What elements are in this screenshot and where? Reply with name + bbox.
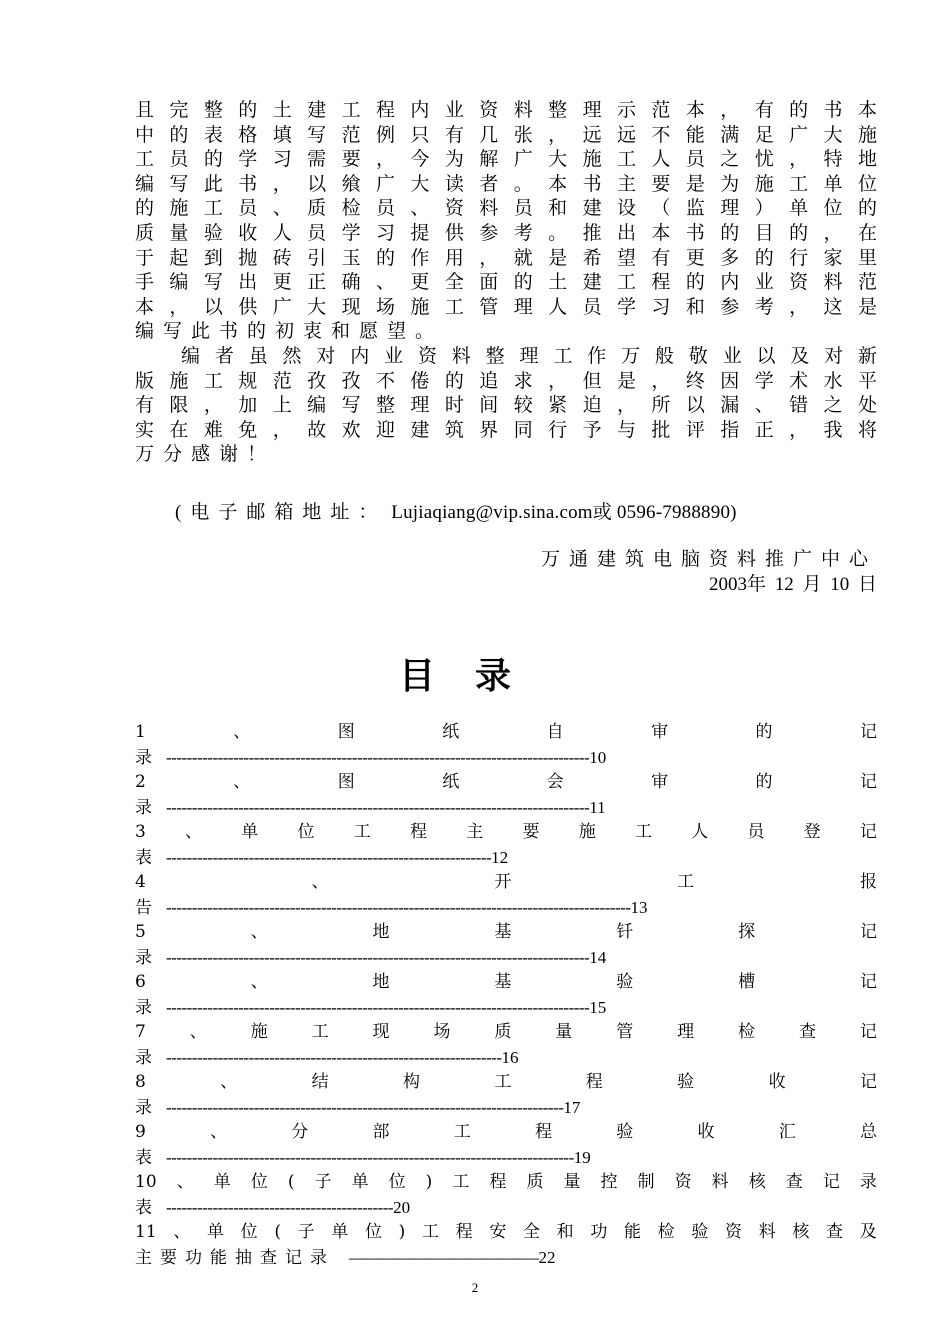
email-address: Lujiaqiang@vip.sina.com (386, 502, 593, 523)
toc-entry-char: 制 (637, 1172, 655, 1192)
toc-entry-continuation: 录 (135, 798, 152, 818)
page-number: 2 (471, 1280, 479, 1295)
toc-entry-char: 开 (494, 872, 512, 892)
toc-entry-char: 位 (250, 1172, 268, 1192)
toc-entry-char: 资 (674, 1172, 692, 1192)
body-line: 版施工规范孜孜不倦的追求，但是，终因学术水平 (135, 369, 877, 392)
table-of-contents (135, 720, 877, 1270)
toc-entry-title-line (135, 1070, 877, 1095)
toc-entry-char: 槽 (738, 972, 756, 992)
toc-entry-number: 4 (135, 872, 146, 892)
toc-entry-char: 记 (860, 722, 877, 742)
toc-entry-char: 料 (758, 1222, 776, 1242)
toc-entry-title-line (135, 1170, 877, 1195)
toc-entry-char: 结 (311, 1072, 329, 1092)
toc-entry-char: 、 (189, 1022, 207, 1042)
toc-entry-char: 单 (241, 822, 259, 842)
phone-number: 0596-7988890) (611, 502, 737, 523)
toc-dot-leader: ---------------------------------------------------------------------------------- (166, 798, 590, 817)
toc-entry-number: 11 (135, 1222, 157, 1242)
toc-entry-char: 收 (768, 1072, 786, 1092)
toc-entry-leader-line (135, 995, 877, 1020)
toc-entry-char: 验 (616, 1122, 634, 1142)
toc-entry-char: 工 (452, 1172, 470, 1192)
toc-entry-title-line (135, 1220, 877, 1245)
toc-entry-number: 10 (135, 1172, 157, 1192)
toc-page-number: 12 (491, 848, 509, 867)
toc-entry-leader-line (135, 1145, 877, 1170)
toc-entry[interactable] (135, 820, 877, 870)
toc-entry-number: 3 (135, 822, 146, 842)
toc-entry-char: 施 (250, 1022, 268, 1042)
toc-entry-leader-line (135, 745, 877, 770)
toc-entry-char: 检 (657, 1222, 675, 1242)
toc-entry-char: 子 (314, 1172, 332, 1192)
toc-entry-char: 记 (859, 822, 877, 842)
toc-entry-char: 查 (785, 1172, 803, 1192)
body-line: 的施工员、质检员、资料员和建设（监理）单位的 (135, 197, 877, 220)
toc-entry-char: 图 (337, 772, 355, 792)
toc-entry-continuation: 表 (135, 1198, 152, 1218)
toc-entry-continuation: 告 (135, 898, 152, 918)
toc-entry-char: 核 (748, 1172, 766, 1192)
toc-entry-char: 位 (297, 822, 315, 842)
toc-dot-leader: ---------------------------------------------------------------------------------- (166, 948, 590, 967)
toc-entry-char: 基 (494, 972, 512, 992)
toc-entry-char: 量 (563, 1172, 581, 1192)
toc-entry-char: 报 (859, 872, 877, 892)
toc-entry-char: 资 (725, 1222, 743, 1242)
toc-entry-char: 全 (522, 1222, 540, 1242)
toc-page-number: 15 (589, 998, 607, 1017)
toc-entry-title-line (135, 820, 877, 845)
toc-entry-char: 探 (738, 922, 756, 942)
toc-entry-char: 工 (677, 872, 695, 892)
or-text: 或 (592, 502, 612, 523)
toc-entry[interactable] (135, 1020, 877, 1070)
toc-entry-char: 记 (860, 772, 877, 792)
toc-entry-number: 5 (135, 922, 146, 942)
toc-entry-continuation: 表 (135, 1148, 152, 1168)
body-line: 工员的学习需要，今为解广大施工人员之忧，特地 (135, 148, 877, 171)
toc-entry-char: 审 (651, 722, 669, 742)
toc-entry[interactable] (135, 1220, 877, 1270)
toc-title: 目录 (398, 656, 551, 697)
organization-name: 万通建筑电脑资料推广中心 (540, 548, 877, 570)
toc-dot-leader: ------------------------------------------------------------------------------------------ (166, 898, 631, 917)
toc-entry-title-line (135, 970, 877, 995)
toc-entry-char: 地 (372, 972, 390, 992)
toc-entry-number: 1 (135, 722, 146, 742)
toc-entry-char: 位 (240, 1222, 258, 1242)
body-line: 且完整的土建工程内业资料整理示范本，有的书本 (135, 99, 877, 121)
toc-entry-char: 、 (233, 772, 251, 792)
toc-entry-char: 验 (691, 1222, 709, 1242)
toc-entry-char: 和 (556, 1222, 574, 1242)
toc-entry-leader-line (135, 845, 877, 870)
toc-entry[interactable] (135, 1070, 877, 1120)
toc-entry-char: 记 (859, 922, 877, 942)
toc-entry-char: 工 (634, 822, 652, 842)
toc-entry-char: 记 (859, 1072, 877, 1092)
email-label: (电子邮箱地址： (175, 502, 387, 523)
toc-entry-char: 基 (494, 922, 512, 942)
toc-entry-number: 6 (135, 972, 146, 992)
toc-entry-char: 查 (798, 1022, 816, 1042)
toc-entry-continuation: 录 (135, 998, 152, 1018)
toc-entry-char: 及 (859, 1222, 877, 1242)
toc-entry-char: 的 (755, 722, 773, 742)
toc-entry-continuation: 录 (135, 1048, 152, 1068)
toc-page-number: 20 (393, 1198, 411, 1217)
body-line: 编者虽然对内业资料整理工作万般敬业以及对新 (181, 344, 877, 367)
toc-entry-char: 、 (250, 922, 268, 942)
toc-entry-char: 程 (410, 822, 427, 842)
toc-page-number: 17 (563, 1098, 581, 1117)
toc-entry-char: 工 (353, 822, 371, 842)
signature-block (541, 546, 877, 598)
toc-entry-char: 场 (433, 1022, 451, 1042)
toc-entry-leader-line (135, 1245, 877, 1270)
toc-entry-char: 会 (546, 772, 564, 792)
toc-entry[interactable] (135, 870, 877, 920)
toc-entry-char: 部 (372, 1122, 390, 1142)
toc-entry[interactable] (135, 970, 877, 1020)
toc-entry-char: 录 (859, 1172, 877, 1192)
toc-entry-char: 、 (176, 1172, 194, 1192)
toc-entry-leader-line (135, 1095, 877, 1120)
toc-entry-char: 施 (578, 822, 596, 842)
toc-entry-char: 功 (590, 1222, 608, 1242)
body-line: 手编写出更正确、更全面的土建工程的内业资料范 (135, 271, 877, 294)
toc-dot-leader: ---------------------------------------------------------------------------------- (166, 748, 590, 767)
toc-entry-number: 7 (135, 1022, 146, 1042)
toc-entry-char: ) (425, 1172, 433, 1192)
toc-page-number: 22 (538, 1248, 556, 1267)
toc-entry-char: 工 (311, 1022, 329, 1042)
toc-entry-char: 记 (859, 1022, 877, 1042)
body-line: 质量验收人员学习提供参考。推出本书的目的，在 (135, 221, 877, 244)
toc-entry-char: 单 (351, 1172, 369, 1192)
toc-entry-char: 子 (297, 1222, 315, 1242)
toc-entry-char: 位 (364, 1222, 382, 1242)
toc-entry-title-line (135, 870, 877, 895)
toc-entry-number: 9 (135, 1122, 146, 1142)
toc-dot-leader: ———————————– (349, 1248, 539, 1267)
toc-entry-char: 、 (185, 822, 203, 842)
toc-entry-char: 纸 (442, 772, 460, 792)
toc-entry-char: 人 (691, 822, 709, 842)
toc-dot-leader: -------------------------------------------- (166, 1198, 394, 1217)
toc-entry-char: 程 (535, 1122, 552, 1142)
toc-entry-char: 地 (372, 922, 390, 942)
toc-page-number: 11 (589, 798, 606, 817)
toc-entry-continuation: 录 (135, 1098, 152, 1118)
toc-entry-char: 钎 (616, 922, 634, 942)
toc-entry-char: 质 (494, 1022, 512, 1042)
toc-entry-char: 登 (803, 822, 821, 842)
toc-entry-char: 纸 (442, 722, 460, 742)
toc-page-number: 13 (630, 898, 648, 917)
toc-page-number: 14 (589, 948, 607, 967)
signature-date: 2003年 12 月 10 日 (708, 574, 877, 595)
toc-entry-char: 记 (859, 972, 877, 992)
toc-entry-number: 2 (135, 772, 146, 792)
toc-entry-char: ( (287, 1172, 295, 1192)
toc-dot-leader: ------------------------------------------------------------------------------- (166, 1148, 574, 1167)
toc-entry[interactable] (135, 920, 877, 970)
toc-dot-leader: ---------------------------------------------------------------------------------- (166, 998, 590, 1017)
toc-entry-char: 要 (522, 822, 540, 842)
toc-entry[interactable] (135, 770, 877, 820)
toc-entry-char: 员 (747, 822, 765, 842)
contact-line (175, 497, 737, 524)
body-line: 编写此书，以飨广大读者。本书主要是为施工单位 (135, 172, 877, 195)
toc-entry-title-line (135, 920, 877, 945)
toc-entry-continuation: 表 (135, 848, 152, 868)
toc-entry-char: 分 (291, 1122, 309, 1142)
toc-entry-char: 控 (600, 1172, 618, 1192)
toc-entry-char: 理 (677, 1022, 695, 1042)
toc-entry-char: 程 (585, 1072, 603, 1092)
toc-entry-char: ( (274, 1222, 281, 1242)
toc-page-number: 16 (501, 1048, 519, 1067)
toc-entry-leader-line (135, 795, 877, 820)
toc-entry-leader-line (135, 945, 877, 970)
toc-entry-char: 、 (220, 1072, 238, 1092)
toc-entry-char: 工 (421, 1222, 439, 1242)
toc-entry-char: 量 (555, 1022, 573, 1042)
toc-entry-char: 工 (453, 1122, 471, 1142)
toc-entry-char: 核 (792, 1222, 810, 1242)
toc-entry-char: 自 (546, 722, 564, 742)
toc-entry-char: 汇 (778, 1122, 796, 1142)
toc-entry[interactable] (135, 1120, 877, 1170)
body-line: 于起到抛砖引玉的作用，就是希望有更多的行家里 (135, 246, 877, 269)
toc-entry-char: 能 (624, 1222, 641, 1242)
toc-entry-char: 查 (826, 1222, 844, 1242)
body-line: 实在难免，故欢迎建筑界同行予与批评指正，我将 (135, 418, 877, 441)
toc-entry-title-line (135, 1120, 877, 1145)
toc-dot-leader: ----------------------------------------------------------------- (166, 1048, 502, 1067)
toc-dot-leader: ----------------------------------------------------------------------------- (166, 1098, 564, 1117)
toc-entry-char: 检 (738, 1022, 756, 1042)
toc-entry-char: 审 (651, 772, 669, 792)
toc-entry-char: 程 (489, 1172, 507, 1192)
toc-entry-char: 、 (250, 972, 268, 992)
toc-entry-title-line (135, 720, 877, 745)
toc-entry-char: 、 (311, 872, 329, 892)
body-line: 中的表格填写范例只有几张，远远不能满足广大施 (135, 123, 877, 146)
preface-body (135, 98, 877, 467)
toc-entry-char: 验 (616, 972, 634, 992)
toc-page-number: 19 (573, 1148, 591, 1167)
toc-entry-char: ) (398, 1222, 406, 1242)
toc-entry-leader-line (135, 1195, 877, 1220)
toc-entry-number: 8 (135, 1072, 146, 1092)
toc-entry-char: 料 (711, 1172, 729, 1192)
toc-entry-continuation: 录 (135, 948, 152, 968)
toc-entry-char: 、 (233, 722, 251, 742)
toc-entry-char: 图 (337, 722, 355, 742)
toc-entry-continuation: 主要功能抽查记录 (135, 1248, 335, 1268)
toc-entry-char: 收 (697, 1122, 715, 1142)
toc-entry-char: 、 (210, 1122, 228, 1142)
toc-entry-char: 单 (206, 1222, 224, 1242)
toc-entry-char: 安 (489, 1222, 507, 1242)
toc-entry[interactable] (135, 1170, 877, 1220)
toc-entry-char: 程 (455, 1222, 473, 1242)
toc-entry-char: 主 (466, 822, 484, 842)
toc-entry-leader-line (135, 1045, 877, 1070)
body-line: 本，以供广大现场施工管理人员学习和参考，这是 (135, 295, 877, 318)
toc-dot-leader: --------------------------------------------------------------- (166, 848, 492, 867)
toc-entry-char: 验 (677, 1072, 695, 1092)
toc-entry-char: 单 (213, 1172, 231, 1192)
toc-entry-char: 单 (331, 1222, 349, 1242)
toc-entry-char: 工 (494, 1072, 512, 1092)
body-line: 编写此书的初衷和愿望。 (135, 320, 444, 343)
toc-entry-char: 现 (372, 1022, 390, 1042)
toc-entry-title-line (135, 770, 877, 795)
toc-entry-char: 记 (822, 1172, 840, 1192)
toc-entry-title-line (135, 1020, 877, 1045)
toc-entry[interactable] (135, 720, 877, 770)
toc-entry-char: 管 (616, 1022, 634, 1042)
toc-entry-continuation: 录 (135, 748, 152, 768)
toc-entry-char: 的 (755, 772, 773, 792)
toc-entry-char: 、 (173, 1222, 191, 1242)
toc-entry-char: 位 (388, 1172, 406, 1192)
body-line: 万分感谢！ (135, 443, 276, 466)
toc-entry-char: 构 (403, 1072, 420, 1092)
toc-entry-char: 总 (859, 1122, 877, 1142)
toc-entry-leader-line (135, 895, 877, 920)
toc-page-number: 10 (589, 748, 607, 767)
toc-entry-char: 质 (526, 1172, 544, 1192)
body-line: 有限，加上编写整理时间较紧迫，所以漏、错之处 (135, 394, 877, 417)
